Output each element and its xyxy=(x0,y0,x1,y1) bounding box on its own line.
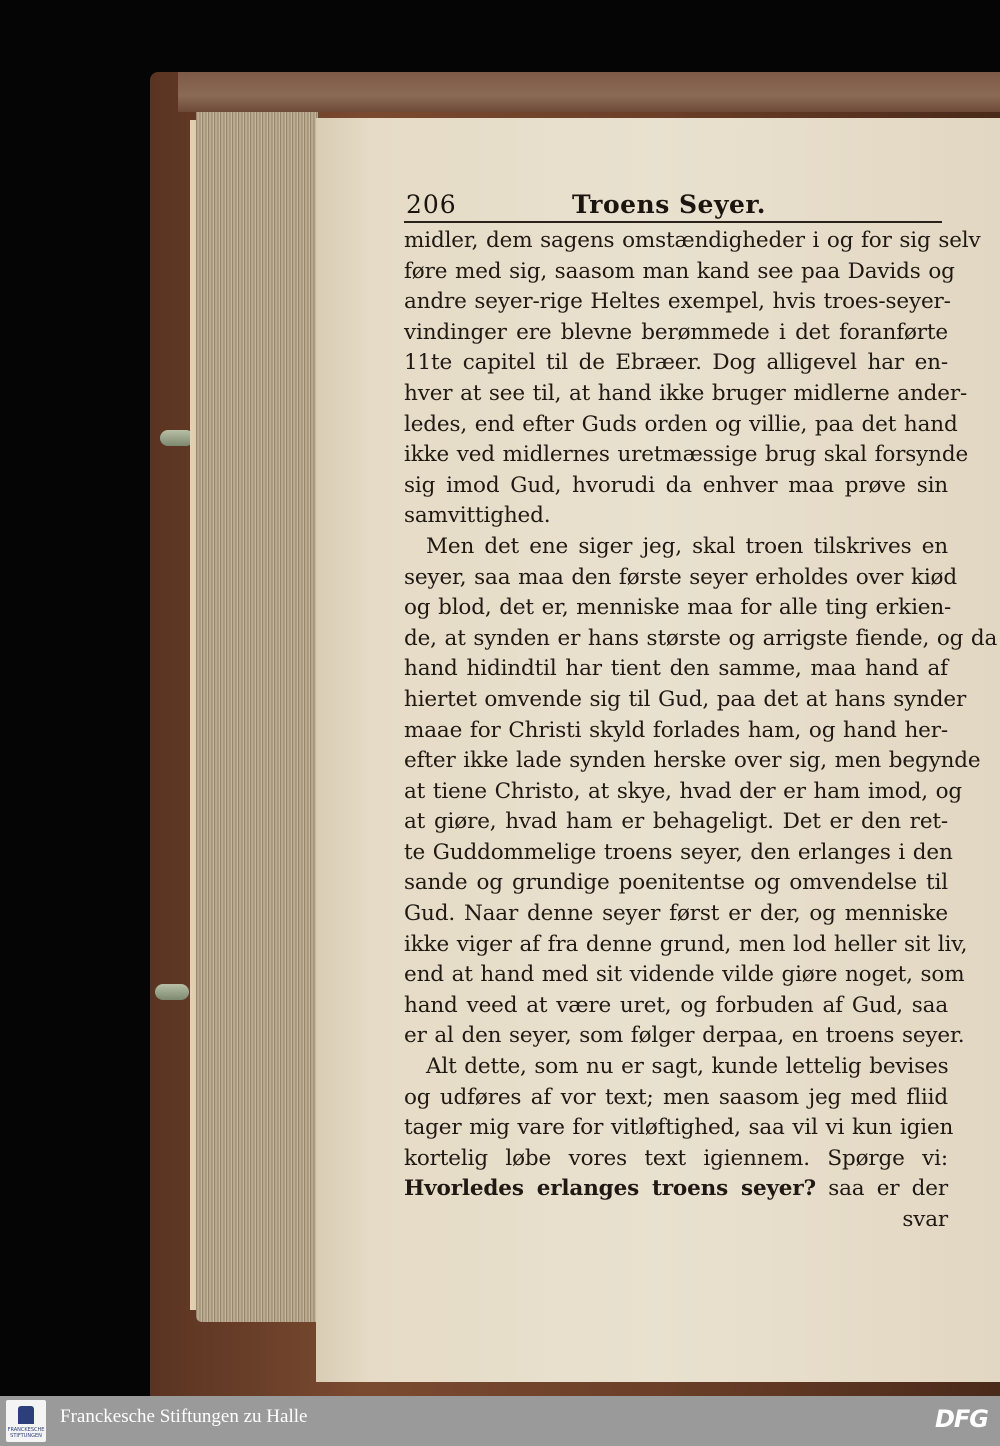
page-number: 206 xyxy=(406,190,457,219)
book-cover-top-edge xyxy=(178,72,1000,112)
text-line-final xyxy=(404,1174,948,1205)
text-line: maae for Christi skyld forlades ham, og hand her- xyxy=(404,717,948,743)
text-line: sande og grundige poenitentse og omvendelse til xyxy=(404,870,948,896)
clasp-icon xyxy=(155,984,189,1000)
text-line: at tiene Christo, at skye, hvad der er ham imod, og xyxy=(404,778,962,804)
text-line-indented xyxy=(404,1052,948,1083)
logo-text: FRANCKESCHE STIFTUNGEN xyxy=(7,1427,45,1439)
text-line: og blod, det er, menniske maa for alle ting erkien- xyxy=(404,595,952,621)
text-line: ikke viger af fra denne grund, men lod heller sit liv, xyxy=(404,931,968,957)
text-line: er al den seyer, som følger derpaa, en troens seyer. xyxy=(404,1023,965,1049)
text-line: seyer, saa maa den første seyer erholdes over kiød xyxy=(404,564,957,590)
text-line: føre med sig, saasom man kand see paa Davids og xyxy=(404,258,955,284)
text-line: 11te capitel til de Ebræer. Dog alligevel har en- xyxy=(404,350,948,376)
text-line: og udføres af vor text; men saasom jeg med fliid xyxy=(404,1084,948,1110)
page-header xyxy=(406,190,946,224)
text-line: ledes, end efter Guds orden og villie, paa det hand xyxy=(404,411,958,437)
dfg-logo[interactable]: DFG xyxy=(934,1405,988,1433)
text-line-content: Men det ene siger jeg, skal troen tilskrives en xyxy=(426,533,948,559)
text-line: hand hidindtil har tient den samme, maa hand af xyxy=(404,656,948,682)
text-line: hand veed at være uret, og forbuden af Gud, saa xyxy=(404,992,948,1018)
body-text xyxy=(404,226,998,1236)
text-line: midler, dem sagens omstændigheder i og for sig selv xyxy=(404,228,981,253)
text-line: andre seyer-rige Heltes exempel, hvis troes-seyer- xyxy=(404,289,951,315)
page-stack xyxy=(196,112,318,1322)
text-line: efter ikke lade synden herske over sig, men begynde xyxy=(404,748,981,774)
text-line: ikke ved midlernes uretmæssige brug skal forsynde xyxy=(404,442,969,468)
text-line: hver at see til, at hand ikke bruger midlerne ander- xyxy=(404,380,968,406)
text-line: tager mig vare for vitløftighed, saa vil vi kun igien xyxy=(404,1115,954,1141)
text-line: Gud. Naar denne seyer først er der, og menniske xyxy=(404,901,948,927)
text-line: te Guddommelige troens seyer, den erlanges i den xyxy=(404,839,953,865)
text-line-indented xyxy=(404,532,948,563)
text-line: at giøre, hvad ham er behageligt. Det er den ret- xyxy=(404,809,948,835)
clasp-icon xyxy=(160,430,194,446)
text-line: sig imod Gud, hvorudi da enhver maa prøve sin xyxy=(404,472,948,498)
question-bold: Hvorledes erlanges troens seyer? xyxy=(404,1176,816,1202)
logo-mark-icon xyxy=(18,1406,34,1424)
institution-link[interactable]: Franckesche Stiftungen zu Halle xyxy=(60,1406,308,1427)
text-line-content: Alt dette, som nu er sagt, kunde lettelig bevises xyxy=(426,1054,949,1080)
question-rest: saa er der xyxy=(815,1176,948,1202)
text-line: vindinger ere blevne berømmede i det foranførte xyxy=(404,319,948,345)
viewer-footer xyxy=(0,1396,1000,1446)
header-rule xyxy=(404,221,942,223)
running-title: Troens Seyer. xyxy=(572,190,766,219)
text-line: hiertet omvende sig til Gud, paa det at hans synder xyxy=(404,686,967,712)
catchword: svar xyxy=(902,1207,948,1232)
francke-logo-icon[interactable] xyxy=(6,1400,46,1442)
text-line: samvittighed. xyxy=(404,503,551,529)
text-line: de, at synden er hans største og arrigste fiende, og da xyxy=(404,625,998,651)
text-line: end at hand med sit vidende vilde giøre noget, som xyxy=(404,962,965,988)
text-line: kortelig løbe vores text igiennem. Spørge vi: xyxy=(404,1145,948,1171)
